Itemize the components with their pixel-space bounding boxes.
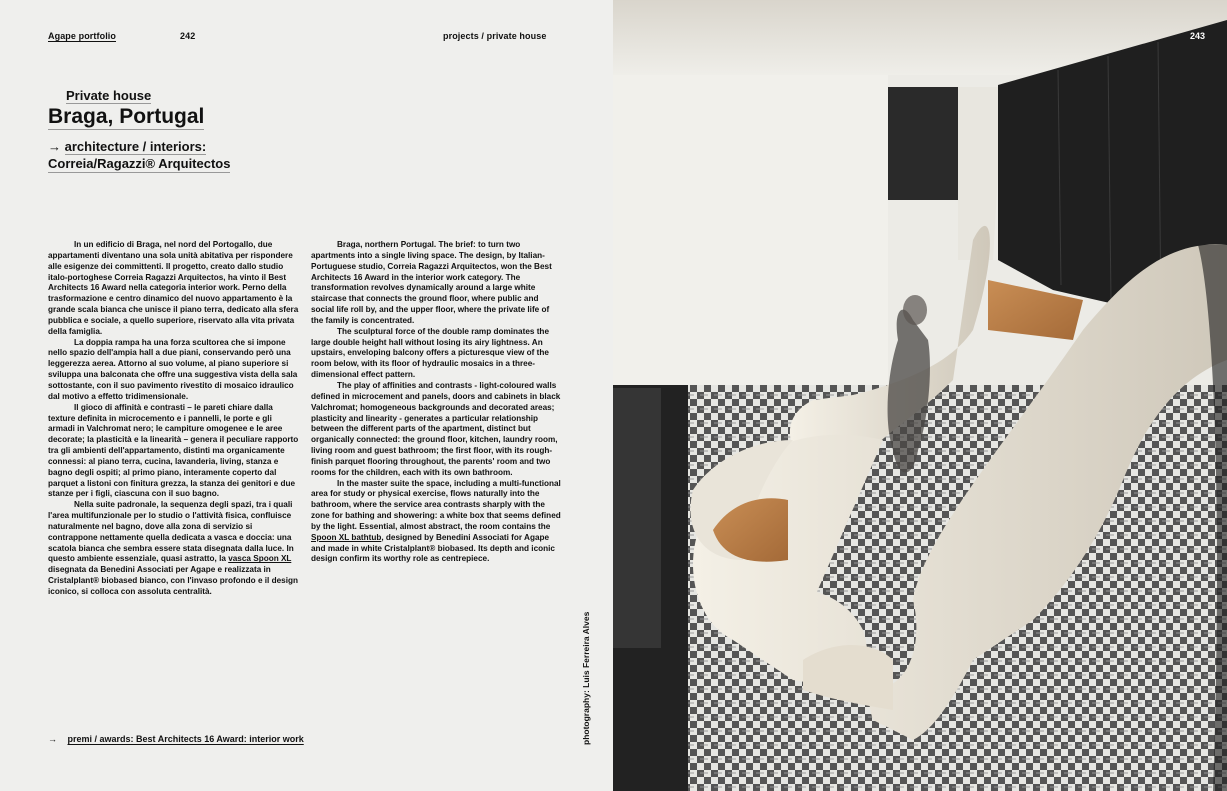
paragraph: Il gioco di affinità e contrasti – le pareti chiare dalla texture definita in microcemento e i pannelli, le porte e gli armadi in Valchromat nero; le campiture omogenee e le aree decorate; la plasticità e la linearità – genera il peculiare rapporto tra gli ambienti dell'appartamento, distinti ma organicamente connessi: al piano terra, cucina, lavanderia, living, stanza e bagno degli ospiti; al primo piano, interamente coperto dal parquet a listoni con finitura grezza, la stanza dei genitori e due stanze per i figli, ciascuna con il suo bagno. bbox=[48, 402, 299, 499]
paragraph bbox=[311, 479, 563, 566]
paragraph-text: Nella suite padronale, la sequenza degli spazi, tra i quali l'area multifunzionale per lo studio o l'attività fisica, confluisce naturalmente nel bagno, dove alla zona di servizio si contrappone nettamente quella dedicata a vasca e doccia: una scatola bianca che sembra essere stata disegnata dalla luce. In questo ambiente essenziale, quasi astratto, la bbox=[48, 500, 294, 564]
article-subtitle: Private house bbox=[66, 88, 152, 103]
paragraph: The play of affinities and contrasts - light-coloured walls defined in microcement and panels, doors and cabinets in black Valchromat; homogeneous backgrounds and decorated areas; plasticity and linearity - generates a particular relationship between the different parts of the apartment, distinct but organically connected: the ground floor, kitchen, laundry room, living room and guest bathroom; the first floor, with its rough-finish parquet flooring throughout, the parents' room and two rooms for the children, each with its own bathroom. bbox=[311, 380, 561, 477]
arrow-icon: → bbox=[48, 139, 61, 154]
paragraph-text: , designed by Benedini Associati for Agape and made in white Cristalplant® biobased. Its depth and iconic design confirm its worthy role as centrepiece. bbox=[311, 532, 555, 564]
paragraph: La doppia rampa ha una forza scultorea che si impone nello spazio dell'ampia hall a due piani, conservando però una leggerezza aerea. Attorno al suo volume, al piano superiore si sviluppa una balconata che offre una suggestiva vista della sala sottostante, con il suo pavimento rivestito di mosaico idraulico dal motivo a effetto tridimensionale. bbox=[48, 337, 298, 401]
product-link[interactable]: vasca Spoon XL bbox=[228, 554, 292, 564]
photo-credit: photography: Luis Ferreira Alves bbox=[581, 611, 591, 745]
paragraph: Braga, northern Portugal. The brief: to turn two apartments into a single living space. The design, by Italian-Portuguese studio, Correia Ragazzi Arquitectos, won the Best Architects 16 Award in the interior work category. The transformation revolves dynamically around a large white staircase that connects the ground floor, where public and social life roll by, and the upper floor, where the private life of the family is concentrated. bbox=[311, 240, 552, 325]
awards-link[interactable]: premi / awards: Best Architects 16 Award: interior work bbox=[67, 734, 304, 744]
paragraph: In un edificio di Braga, nel nord del Portogallo, due appartamenti diventano una sola unità abitativa per rispondere alle esigenze dei committenti. Il progetto, creato dallo studio italo-portoghese Correia Ragazzi Arquitectos, ha vinto il Best Architects 16 Award nella categoria interior work. Perno della trasformazione e centro dinamico del nuovo appartamento è la grande scala bianca che unisce il piano terra, dedicato alla sfera pubblica e sociale, a quello superiore, riservato alla vita privata della famiglia. bbox=[48, 240, 299, 336]
arrow-icon: → bbox=[48, 734, 57, 744]
product-link[interactable]: Spoon XL bathtub bbox=[311, 532, 382, 542]
paragraph bbox=[48, 500, 300, 598]
awards-footer bbox=[48, 734, 304, 744]
architect-link[interactable]: Correia/Ragazzi® Arquitectos bbox=[48, 156, 231, 171]
page-number-left: 242 bbox=[180, 31, 196, 41]
section-label: projects / private house bbox=[443, 31, 547, 41]
brand-link[interactable]: Agape portfolio bbox=[48, 31, 116, 41]
text-column-italian bbox=[48, 240, 300, 598]
left-page bbox=[0, 0, 613, 791]
credit-role-link[interactable]: architecture / interiors: bbox=[64, 139, 207, 154]
staircase-photo bbox=[613, 0, 1227, 791]
paragraph-text: In the master suite the space, including a multi-functional area for study or physical exercise, flows naturally into the bathroom, where the service area contrasts sharply with the zone for bathing and showering: a white box that seems defined by the light. Essential, almost abstract, the room contains the bbox=[311, 478, 561, 531]
text-column-english bbox=[311, 240, 563, 565]
article-title: Braga, Portugal bbox=[48, 105, 205, 128]
credit-line-1 bbox=[48, 138, 206, 155]
paragraph: The sculptural force of the double ramp dominates the large double height hall without losing its airy lightness. An upstairs, enveloping balcony offers a picturesque view of the room below, with its floor of hydraulic mosaics in a three-dimensional effect pattern. bbox=[311, 326, 549, 380]
page-number-right: 243 bbox=[1189, 31, 1205, 41]
paragraph-text: disegnata da Benedini Associati per Agape e realizzata in Cristalplant® biobased bianco, con l'invaso profondo e il design iconico, si colloca con assoluta centralità. bbox=[48, 565, 298, 596]
right-page bbox=[613, 0, 1227, 791]
